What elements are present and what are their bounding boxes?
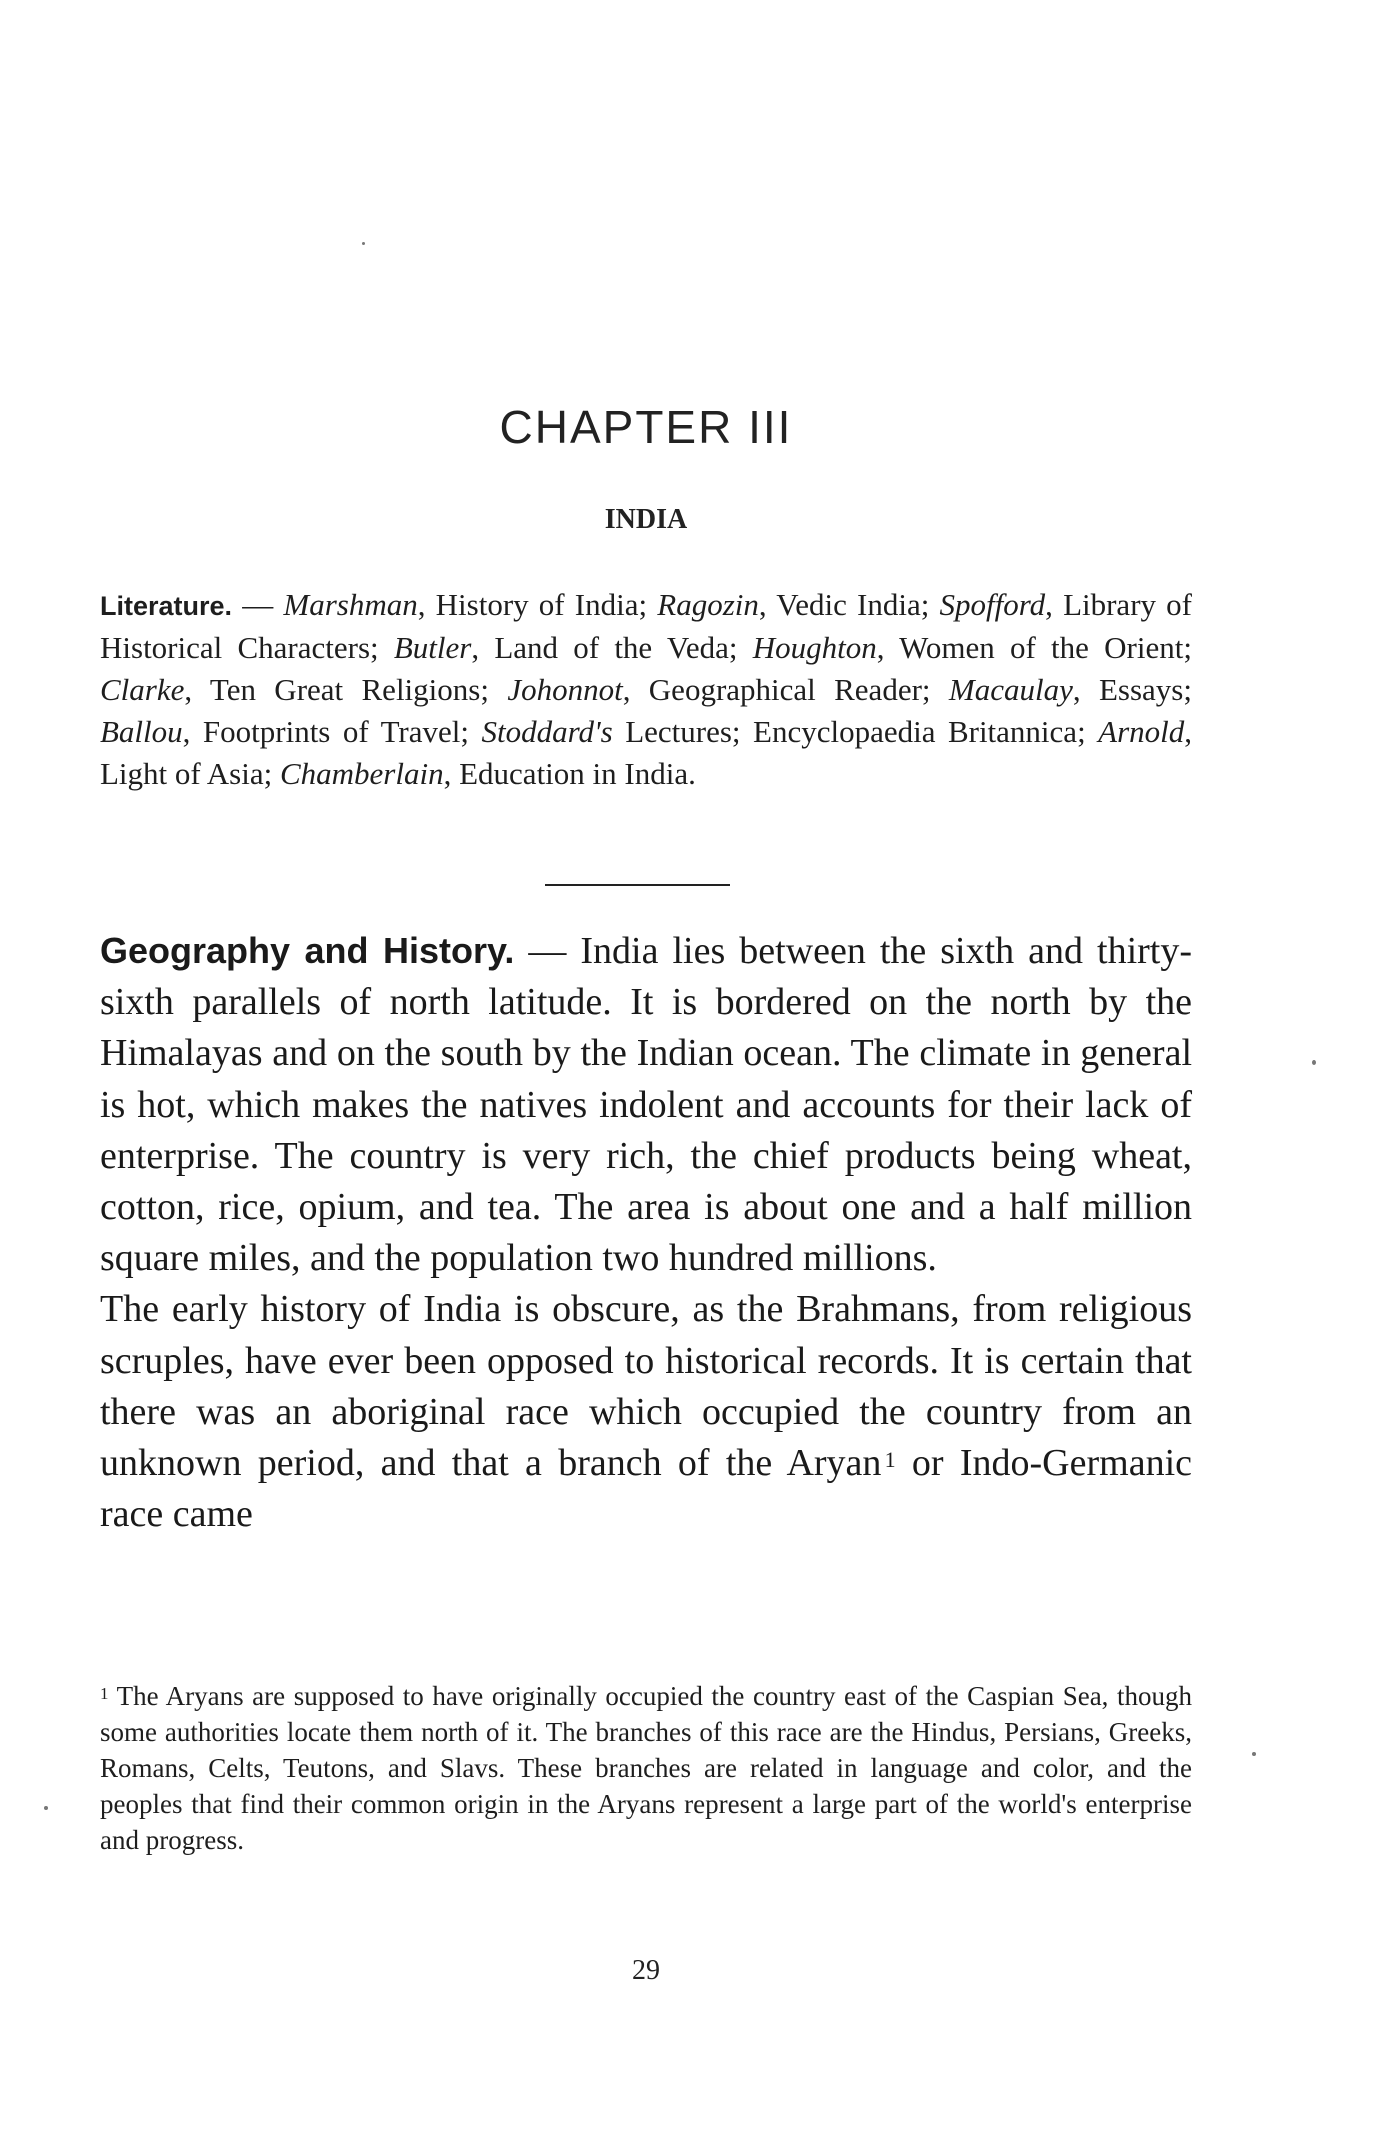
lit-work: Women of the Orient: [899, 630, 1184, 665]
lit-work: Library of Historical Characters: [100, 587, 1193, 665]
lit-work: Encyclopaedia Britannica: [753, 714, 1078, 749]
lit-author: Marshman: [283, 587, 418, 622]
paragraph-early-history: [100, 1284, 1192, 1540]
print-speck: [1252, 1752, 1256, 1756]
footnote-text: The Aryans are supposed to have originally occupied the country east of the Caspian Sea, though some authorities locate them north of it. The branches of this race are the Hindus, Persians, Greeks, Romans, Celts, Teutons, and Slavs. These branches are related in language and color, and the peoples that find their common origin in the Aryans represent a large part of the world's enterprise and progress.: [100, 1681, 1192, 1855]
lit-author: Stoddard's: [481, 714, 613, 749]
lit-author: Macaulay: [948, 672, 1073, 707]
lit-work: Education in India.: [459, 756, 696, 791]
literature-list: Literature. — Marshman, History of India; Ragozin, Vedic India; Spofford, Library of Historical Characters; Butler, Land of the Veda; Houghton, Women of the Orient; Clarke, Ten Great Religions; Johonnot, Geographical Reader; Macaulay, Essays; Ballou, Footprints of Travel; Stoddard's Lectures; Encyclopaedia Britannica; Arnold, Light of Asia; Chamberlain, Education in India.: [100, 587, 1193, 791]
lit-author: Houghton: [752, 630, 877, 665]
lit-author: Spofford: [939, 587, 1046, 622]
heading-dash: —: [514, 930, 581, 972]
lit-author: Clarke: [100, 672, 185, 707]
print-speck: [362, 242, 365, 245]
lit-author: Arnold: [1098, 714, 1185, 749]
footnote-marker: 1: [100, 1684, 109, 1703]
lit-work: Essays: [1098, 672, 1184, 707]
lit-author: Ragozin: [657, 587, 759, 622]
paragraph-2-end: or Indo-Germanic race came: [100, 1442, 1192, 1536]
lit-work: Footprints of Travel: [202, 714, 461, 749]
chapter-title: CHAPTER III: [499, 401, 793, 453]
print-speck: [44, 1806, 48, 1810]
paragraph-2-text: The early history of India is obscure, as the Brahmans, from religious scruples, have ever been opposed to historical records. It is certain that there was an aboriginal race which occupied the country from an unknown period, and that a branch of the Aryan: [100, 1288, 1192, 1485]
book-page: [100, 0, 1192, 2132]
main-text: [100, 925, 1192, 1540]
footnote-reference[interactable]: 1: [884, 1447, 896, 1473]
page-number: 29: [632, 1955, 660, 1986]
paragraph-1-text: India lies between the sixth and thirty-sixth parallels of north latitude. It is bordered on the north by the Himalayas and on the south by the Indian ocean. The climate in general is hot, which makes the natives indolent and accounts for their lack of enterprise. The country is very rich, the chief products being wheat, cotton, rice, opium, and tea. The area is about one and a half million square miles, and the population two hundred millions.: [100, 930, 1193, 1280]
lit-work: History of India: [435, 587, 639, 622]
lit-work: Lectures: [625, 714, 732, 749]
footnote: [100, 1678, 1192, 1858]
lit-work: Ten Great Religions: [209, 672, 481, 707]
literature-label: Literature.: [100, 591, 233, 621]
lit-author: Johonnot: [507, 672, 623, 707]
section-divider: [545, 884, 730, 886]
lit-author: Ballou: [100, 714, 183, 749]
lit-author: Chamberlain: [279, 756, 444, 791]
geography-heading: Geography and History.: [100, 930, 515, 971]
paragraph-geography: [100, 925, 1192, 1284]
lit-work: Geographical Reader: [648, 672, 922, 707]
lit-work: Light of Asia: [100, 756, 264, 791]
section-title: INDIA: [604, 504, 688, 535]
print-speck: [1312, 1060, 1316, 1065]
literature-dash: —: [232, 587, 284, 622]
lit-author: Butler: [393, 630, 472, 665]
lit-work: Land of the Veda: [494, 630, 729, 665]
lit-work: Vedic India: [776, 587, 921, 622]
